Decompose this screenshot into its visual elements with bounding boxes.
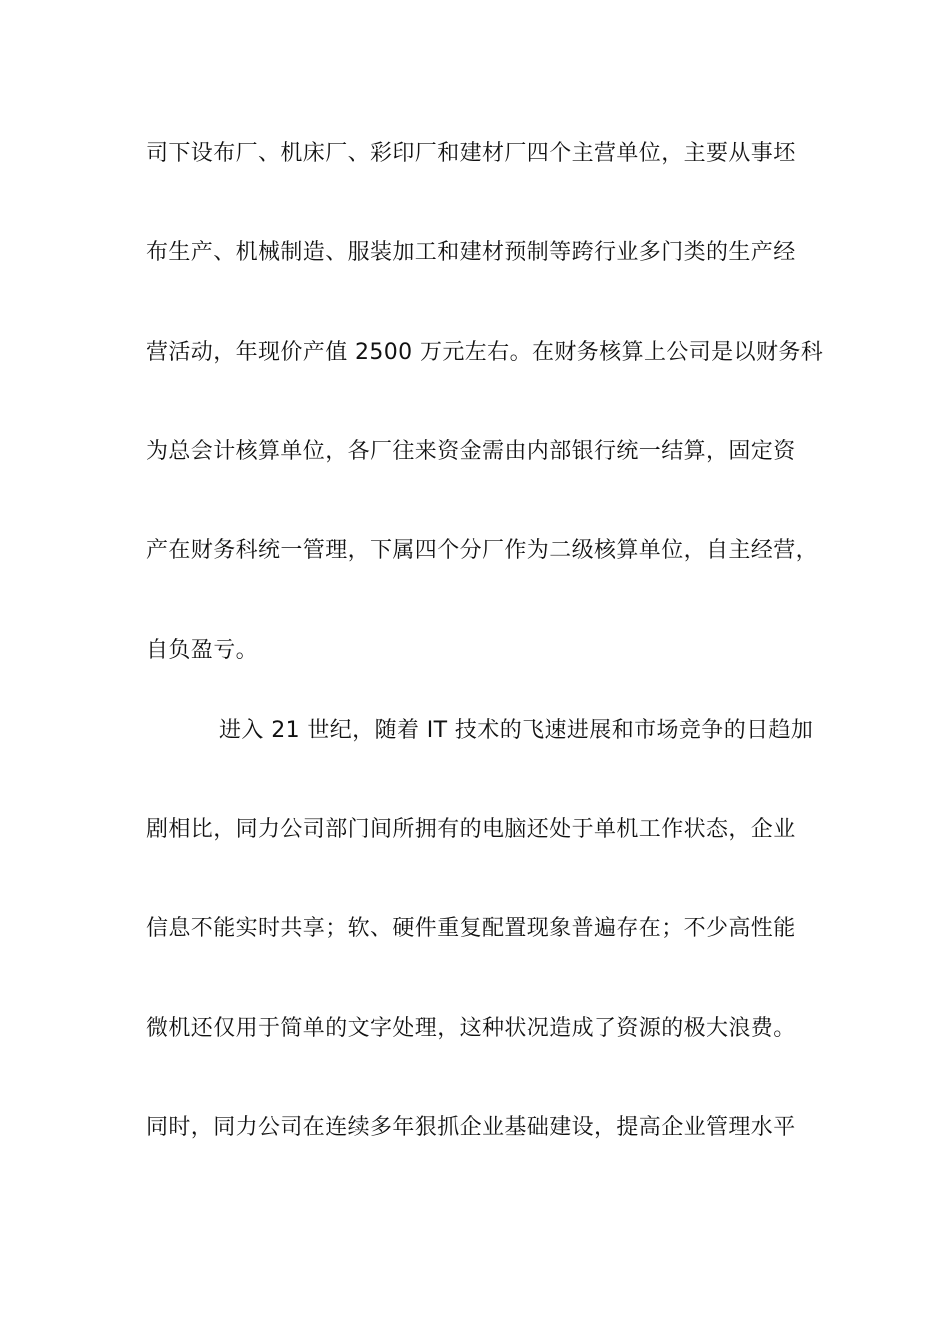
paragraph-2-line-2: 剧相比，同力公司部门间所拥有的电脑还处于单机工作状态，企业 bbox=[146, 817, 796, 842]
paragraph-2-line-4: 微机还仅用于简单的文字处理，这种状况造成了资源的极大浪费。 bbox=[146, 1016, 796, 1041]
paragraph-1-line-5: 产在财务科统一管理，下属四个分厂作为二级核算单位，自主经营， bbox=[146, 538, 819, 563]
paragraph-2-line-1: 进入 21 世纪，随着 IT 技术的飞速进展和市场竞争的日趋加 bbox=[219, 718, 814, 743]
paragraph-1-line-1: 司下设布厂、机床厂、彩印厂和建材厂四个主营单位，主要从事坯 bbox=[146, 141, 796, 166]
paragraph-1-line-3: 营活动，年现价产值 2500 万元左右。在财务核算上公司是以财务科 bbox=[146, 340, 824, 365]
paragraph-1-line-6: 自负盈亏。 bbox=[146, 638, 259, 663]
paragraph-2-line-5: 同时，同力公司在连续多年狠抓企业基础建设，提高企业管理水平 bbox=[146, 1115, 796, 1140]
paragraph-1-line-4: 为总会计核算单位，各厂往来资金需由内部银行统一结算，固定资 bbox=[146, 439, 796, 464]
paragraph-2-line-3: 信息不能实时共享；软、硬件重复配置现象普遍存在；不少高性能 bbox=[146, 916, 796, 941]
paragraph-1-line-2: 布生产、机械制造、服装加工和建材预制等跨行业多门类的生产经 bbox=[146, 240, 796, 265]
